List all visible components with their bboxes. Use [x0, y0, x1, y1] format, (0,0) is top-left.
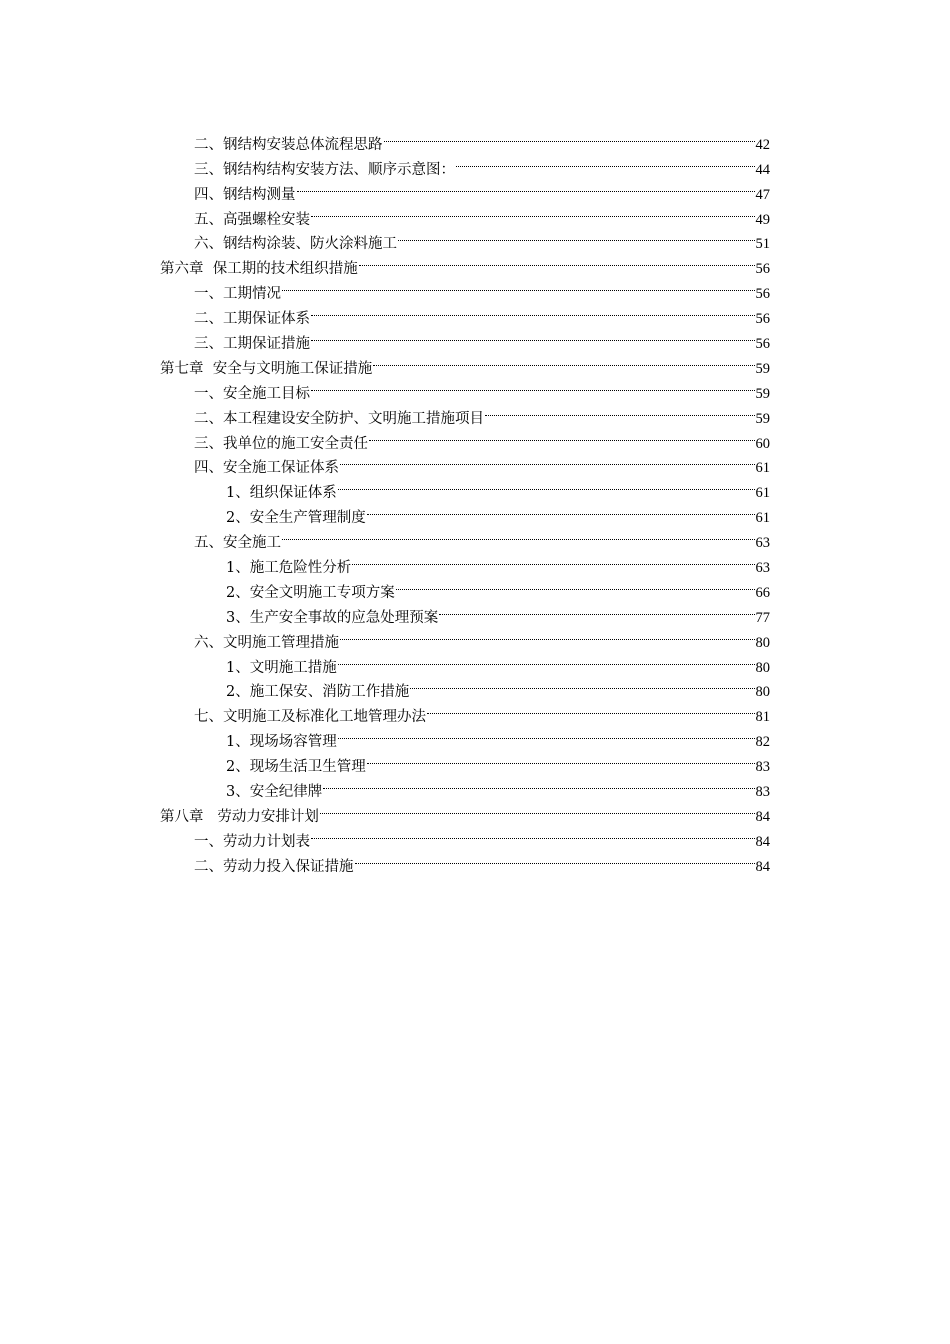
- toc-entry-title: 第七章 安全与文明施工保证措施: [160, 360, 373, 377]
- toc-entry-title: 一、劳动力计划表: [194, 833, 310, 850]
- dot-leader: [338, 647, 755, 672]
- dot-leader: [352, 547, 754, 572]
- toc-entry-title: 二、本工程建设安全防护、文明施工措施项目: [194, 410, 484, 427]
- toc-entry-title: 3、生产安全事故的应急处理预案: [226, 609, 439, 626]
- toc-entry-title: 二、劳动力投入保证措施: [194, 858, 354, 875]
- toc-entry-title: 2、安全文明施工专项方案: [226, 584, 395, 601]
- toc-entry-title: 三、钢结构结构安装方法、顺序示意图：: [194, 161, 455, 178]
- toc-entry-page-number: 83: [755, 784, 770, 801]
- toc-entry-page-number: 80: [755, 634, 770, 651]
- toc-entry-page-number: 59: [755, 360, 770, 377]
- dot-leader: [427, 696, 755, 721]
- toc-entry-page-number: 51: [755, 236, 770, 253]
- toc-entry-page-number: 47: [755, 186, 770, 203]
- toc-entry-page-number: 63: [755, 560, 770, 577]
- dot-leader: [311, 199, 755, 224]
- toc-entry-page-number: 83: [755, 759, 770, 776]
- toc-entry-title: 第六章 保工期的技术组织措施: [160, 261, 358, 278]
- dot-leader: [410, 672, 754, 697]
- dot-leader: [369, 423, 755, 448]
- toc-entry-page-number: 59: [755, 385, 770, 402]
- toc-entry-page-number: 60: [755, 435, 770, 452]
- toc-entry-page-number: 59: [755, 410, 770, 427]
- toc-entry-page-number: 63: [755, 535, 770, 552]
- dot-leader: [373, 348, 754, 373]
- toc-entry-page-number: 44: [755, 161, 770, 178]
- toc-entry[interactable]: [160, 124, 770, 153]
- toc-entry-title: 三、工期保证措施: [194, 336, 310, 353]
- toc-entry-title: 1、施工危险性分析: [226, 560, 352, 577]
- toc-entry-title: 一、安全施工目标: [194, 385, 310, 402]
- dot-leader: [439, 597, 754, 622]
- toc-entry-title: 1、现场场容管理: [226, 734, 337, 751]
- toc-entry-page-number: 56: [755, 336, 770, 353]
- toc-entry-page-number: 82: [755, 734, 770, 751]
- dot-leader: [338, 721, 755, 746]
- toc-entry-title: 五、安全施工: [194, 535, 281, 552]
- toc-entry-page-number: 49: [755, 211, 770, 228]
- toc-entry-title: 一、工期情况: [194, 286, 281, 303]
- toc-entry-title: 第八章 劳动力安排计划: [160, 808, 319, 825]
- dot-leader: [311, 323, 755, 348]
- toc-entry-page-number: 56: [755, 261, 770, 278]
- dot-leader: [340, 622, 755, 647]
- dot-leader: [338, 472, 755, 497]
- toc-entry-title: 六、钢结构涂装、防火涂料施工: [194, 236, 397, 253]
- toc-entry-page-number: 56: [755, 286, 770, 303]
- toc-entry-page-number: 61: [755, 510, 770, 527]
- toc-entry-title: 1、文明施工措施: [226, 659, 337, 676]
- dot-leader: [398, 224, 755, 249]
- toc-entry-title: 2、安全生产管理制度: [226, 510, 366, 527]
- toc-entry-title: 五、高强螺栓安装: [194, 211, 310, 228]
- dot-leader: [384, 124, 755, 149]
- dot-leader: [396, 572, 755, 597]
- toc-entry-title: 二、钢结构安装总体流程思路: [194, 136, 383, 153]
- toc-entry-title: 七、文明施工及标准化工地管理办法: [194, 709, 426, 726]
- dot-leader: [311, 373, 755, 398]
- toc-entry-page-number: 66: [755, 584, 770, 601]
- dot-leader: [359, 248, 755, 273]
- toc-entry-title: 四、钢结构测量: [194, 186, 296, 203]
- toc-entry-page-number: 80: [755, 659, 770, 676]
- toc-entry-page-number: 77: [755, 609, 770, 626]
- dot-leader: [282, 273, 755, 298]
- dot-leader: [311, 298, 755, 323]
- dot-leader: [367, 746, 755, 771]
- toc-entry-page-number: 56: [755, 311, 770, 328]
- toc-entry-title: 三、我单位的施工安全责任: [194, 435, 368, 452]
- toc-entry-page-number: 61: [755, 460, 770, 477]
- dot-leader: [297, 174, 755, 199]
- toc-entry-title: 四、安全施工保证体系: [194, 460, 339, 477]
- toc-entry-page-number: 84: [755, 858, 770, 875]
- dot-leader: [323, 771, 754, 796]
- dot-leader: [485, 398, 755, 423]
- toc-entry-page-number: 61: [755, 485, 770, 502]
- toc-entry-page-number: 84: [755, 833, 770, 850]
- toc-entry-title: 二、工期保证体系: [194, 311, 310, 328]
- toc-entry-title: 2、现场生活卫生管理: [226, 759, 366, 776]
- toc-entry-title: 2、施工保安、消防工作措施: [226, 684, 410, 701]
- dot-leader: [320, 796, 755, 821]
- toc-entry-title: 3、安全纪律牌: [226, 784, 323, 801]
- toc-entry-title: 六、文明施工管理措施: [194, 634, 339, 651]
- toc-entry-page-number: 81: [755, 709, 770, 726]
- dot-leader: [311, 821, 755, 846]
- toc-entry-page-number: 42: [755, 136, 770, 153]
- dot-leader: [456, 149, 755, 174]
- dot-leader: [367, 497, 755, 522]
- toc-entry-title: 1、组织保证体系: [226, 485, 337, 502]
- table-of-contents: [160, 124, 770, 875]
- dot-leader: [355, 846, 755, 871]
- dot-leader: [340, 448, 755, 473]
- toc-entry-page-number: 84: [755, 808, 770, 825]
- dot-leader: [282, 522, 755, 547]
- toc-entry-page-number: 80: [755, 684, 770, 701]
